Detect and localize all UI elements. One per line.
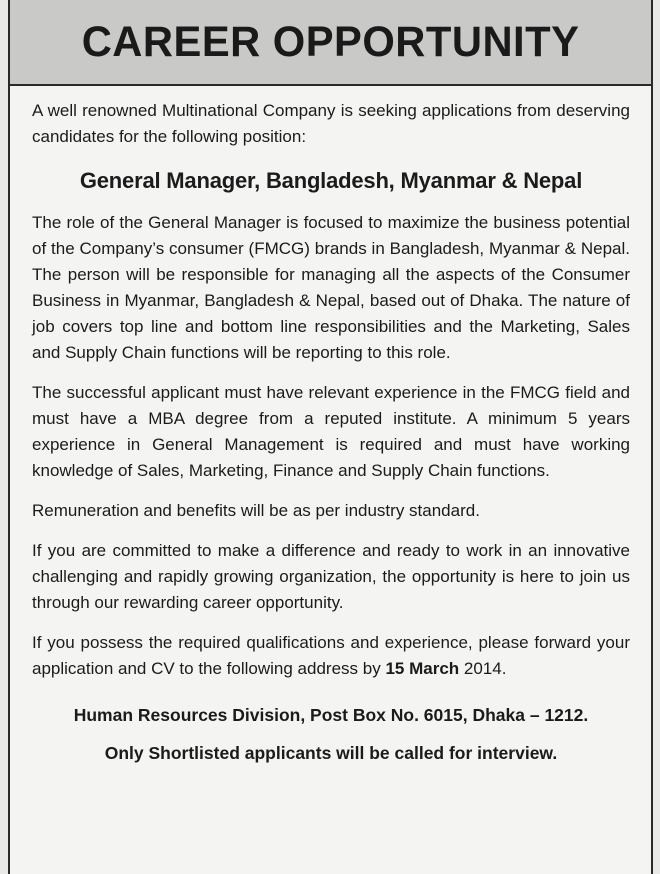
- apply-deadline: 15 March: [385, 659, 460, 678]
- commitment-paragraph: If you are committed to make a difference and ready to work in an innovative challenging and rapidly growing organization, the opportunity is here to join us through our rewarding career opportunity.: [32, 541, 630, 612]
- role-paragraph: The role of the General Manager is focused to maximize the business potential of the Company’s consumer (FMCG) brands in Bangladesh, Myanmar & Nepal. The person will be responsible for managing all the aspects of the Consumer Business in Myanmar, Bangladesh & Nepal, based out of Dhaka. The nature of job covers top line and bottom line responsibilities and the Marketing, Sales and Supply Chain functions will be reporting to this role.: [32, 213, 630, 362]
- remuneration-paragraph: Remuneration and benefits will be as per industry standard.: [32, 501, 480, 520]
- apply-paragraph: [32, 630, 630, 682]
- address-line: Human Resources Division, Post Box No. 6015, Dhaka – 1212.: [73, 705, 589, 725]
- intro-paragraph: A well renowned Multinational Company is seeking applications from deserving candidates for the following position:: [32, 101, 630, 146]
- position-title: General Manager, Bangladesh, Myanmar & Nepal: [79, 168, 583, 193]
- shortlist-note: Only Shortlisted applicants will be called for interview.: [104, 743, 558, 763]
- header-banner: [10, 0, 651, 86]
- page-title: CAREER OPPORTUNITY: [81, 17, 580, 66]
- ad-body: [32, 98, 630, 766]
- requirements-paragraph: The successful applicant must have relevant experience in the FMCG field and must have a MBA degree from a reputed institute. A minimum 5 years experience in General Management is required and must have working knowledge of Sales, Marketing, Finance and Supply Chain functions.: [32, 383, 630, 480]
- apply-year: 2014.: [459, 659, 507, 678]
- apply-text: If you possess the required qualifications and experience, please forward your application and CV to the following address by: [32, 633, 630, 678]
- advertisement-frame: [8, 0, 653, 874]
